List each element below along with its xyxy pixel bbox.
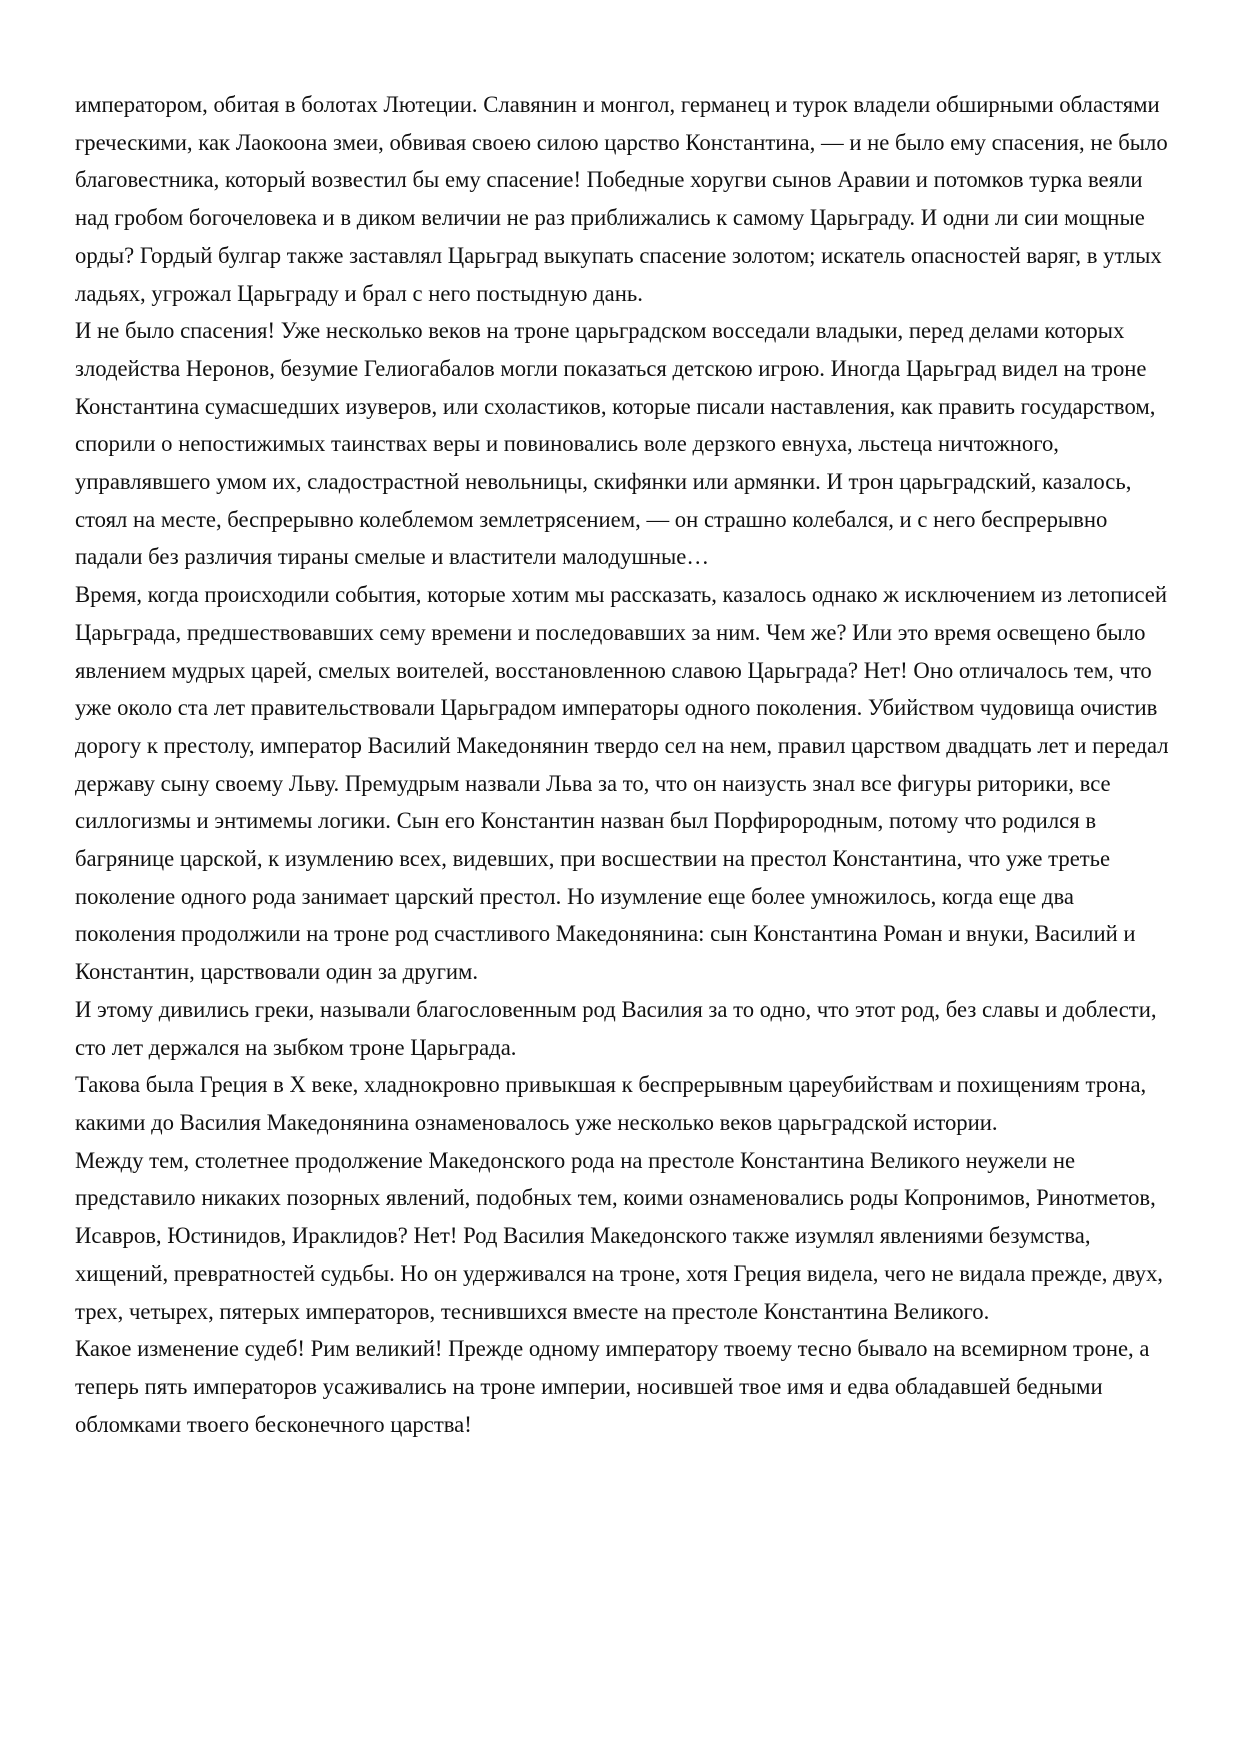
paragraph: Такова была Греция в X веке, хладнокровно привыкшая к беспрерывным цареубийствам и похищениям трона, какими до Василия Македонянина ознаменовалось уже несколько веков царьградской истории. [75,1072,1147,1135]
paragraph: императором, обитая в болотах Лютеции. Славянин и монгол, германец и турок владели обширными областями греческими, как Лаокоона змеи, обвивая своею силою царство Константина, — и не было ему спасения, не было благовестника, который возвестил бы ему спасение! Победные хоругви сынов Аравии и потомков турка веяли над гробом богочеловека и в диком величии не раз приближались к самому Царьграду. И одни ли сии мощные орды? Гордый булгар также заставлял Царьград выкупать спасение золотом; искатель опасностей варяг, в утлых ладьях, угрожал Царьграду и брал с него постыдную дань. [75,92,1168,306]
paragraph: И этому дивились греки, называли благословенным род Василия за то одно, что этот род, без славы и доблести, сто лет держался на зыбком троне Царьграда. [75,996,1157,1060]
paragraph: Какое изменение судеб! Рим великий! Прежде одному императору твоему тесно бывало на всемирном троне, а теперь пять императоров усаживались на троне империи, носившей твое имя и едва обладавшей бедными обломками твоего бесконечного царства! [75,1336,1150,1437]
paragraph: Время, когда происходили события, которые хотим мы рассказать, казалось однако ж исключением из летописей Царьграда, предшествовавших сему времени и последовавших за ним. Чем же? Или это время освещено было явлением мудрых царей, смелых воителей, восстановленною славою Царьграда? Нет! Оно отличалось тем, что уже около ста лет правительствовали Царьградом императоры одного поколения. Убийством чудовища очистив дорогу к престолу, император Василий Македонянин твердо сел на нем, правил царством двадцать лет и передал державу сыну своему Льву. Премудрым назвали Льва за то, что он наизусть знал все фигуры риторики, все силлогизмы и энтимемы логики. Сын его Константин назван был Порфирородным, потому что родился в багрянице царской, к изумлению всех, видевших, при восшествии на престол Константина, что уже третье поколение одного рода занимает царский престол. Но изумление еще более умножилось, когда еще два поколения продолжили на троне род счастливого Македонянина: сын Константина Роман и внуки, Василий и Константин, царствовали один за другим. [75,582,1169,985]
paragraph: Между тем, столетнее продолжение Македонского рода на престоле Константина Великого неужели не представило никаких позорных явлений, подобных тем, коими ознаменовались роды Копронимов, Ринотметов, Исавров, Юстинидов, Ираклидов? Нет! Род Василия Македонского также изумлял явлениями безумства, хищений, превратностей судьбы. Но он удерживался на троне, хотя Греция видела, чего не видала прежде, двух, трех, четырех, пятерых императоров, теснившихся вместе на престоле Константина Великого. [75,1147,1163,1324]
document-text [75,86,1175,1443]
paragraph: И не было спасения! Уже несколько веков на троне царьградском восседали владыки, перед делами которых злодейства Неронов, безумие Гелиогабалов могли показаться детскою игрою. Иногда Царьград видел на троне Константина сумасшедших изуверов, или схоластиков, которые писали наставления, как править государством, спорили о непостижимых таинствах веры и повиновались воле дерзкого евнуха, льстеца ничтожного, управлявшего умом их, сладострастной невольницы, скифянки или армянки. И трон царьградский, казалось, стоял на месте, беспрерывно колеблемом землетрясением, — он страшно колебался, и с него беспрерывно падали без различия тираны смелые и властители малодушные… [75,318,1156,570]
